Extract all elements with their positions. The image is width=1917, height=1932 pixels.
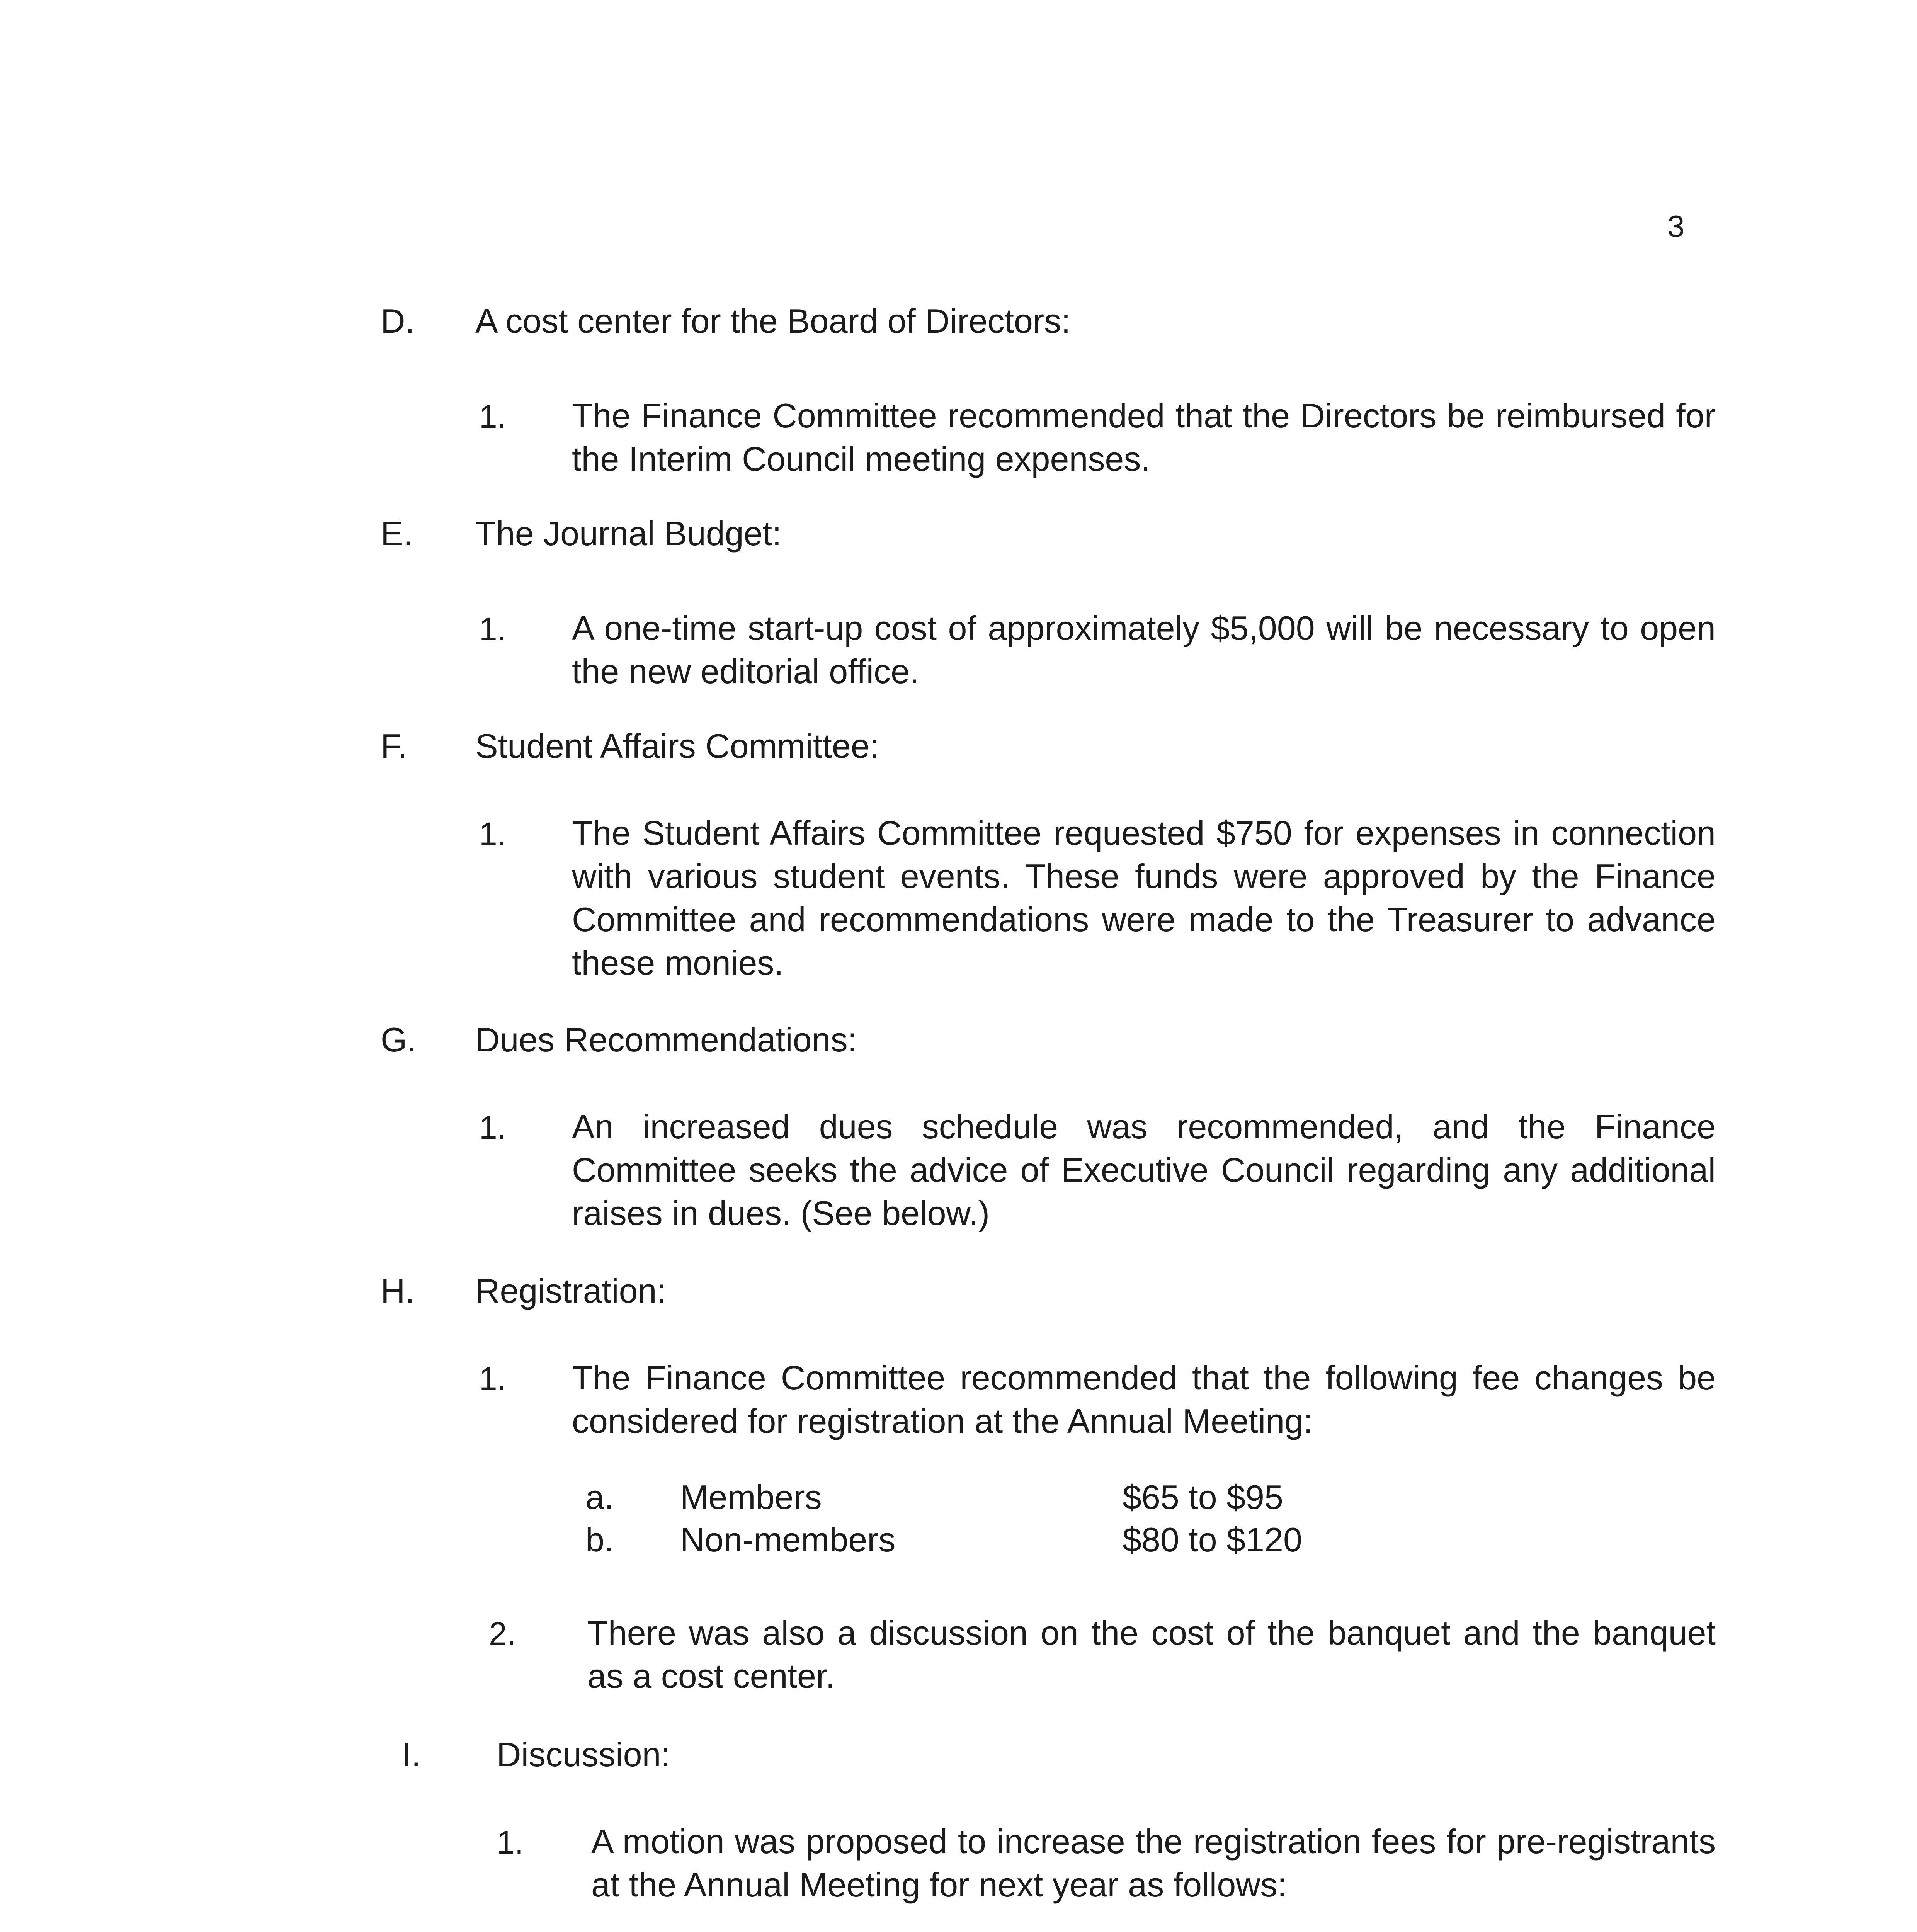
section-letter: D. <box>381 302 415 340</box>
fee-label: Non-members <box>680 1520 896 1559</box>
item-number: 1. <box>479 1361 507 1397</box>
fee-letter: a. <box>585 1478 614 1516</box>
section-letter: H. <box>381 1272 415 1310</box>
section-title: The Journal Budget: <box>475 514 782 553</box>
item-text: The Finance Committee recommended that the Directors be reimbursed for the Interim Council meeting expenses. <box>572 396 1716 478</box>
fee-label: Members <box>680 1478 822 1516</box>
item-text: An increased dues schedule was recommended, and the Finance Committee seeks the advice of Executive Council regarding any additional raises in dues. (See below.) <box>572 1107 1716 1232</box>
item-text: The Student Affairs Committee requested $750 for expenses in connection with various student events. These funds were approved by the Finance Committee and recommendations were made to the Treasurer to advance these monies. <box>572 814 1716 982</box>
section-letter: G. <box>381 1020 417 1059</box>
item-text: The Finance Committee recommended that the following fee changes be considered for registration at the Annual Meeting: <box>572 1359 1716 1440</box>
item-text: A motion was proposed to increase the registration fees for pre-registrants at the Annual Meeting for next year as follows: <box>591 1822 1716 1904</box>
item-number: 1. <box>479 398 507 435</box>
section-title: Dues Recommendations: <box>475 1020 857 1059</box>
section-letter: F. <box>381 727 407 765</box>
page-number: 3 <box>1667 209 1685 243</box>
item-number: 1. <box>479 816 507 852</box>
section-letter: E. <box>381 514 413 553</box>
item-text: A one-time start-up cost of approximately $5,000 will be necessary to open the new editorial office. <box>572 609 1716 690</box>
item-number: 1. <box>497 1824 524 1861</box>
fee-value: $80 to $120 <box>1123 1520 1302 1559</box>
item-text: There was also a discussion on the cost of the banquet and the banquet as a cost center. <box>587 1614 1716 1695</box>
section-title: Registration: <box>475 1272 667 1310</box>
item-number: 1. <box>479 1109 507 1146</box>
fee-value: $65 to $95 <box>1123 1478 1283 1516</box>
item-number: 2. <box>489 1616 516 1652</box>
section-title: A cost center for the Board of Directors: <box>475 302 1071 340</box>
section-title: Discussion: <box>497 1735 670 1774</box>
item-number: 1. <box>479 611 507 647</box>
fee-letter: b. <box>585 1520 614 1559</box>
section-letter: I. <box>402 1735 421 1774</box>
section-title: Student Affairs Committee: <box>475 727 879 765</box>
